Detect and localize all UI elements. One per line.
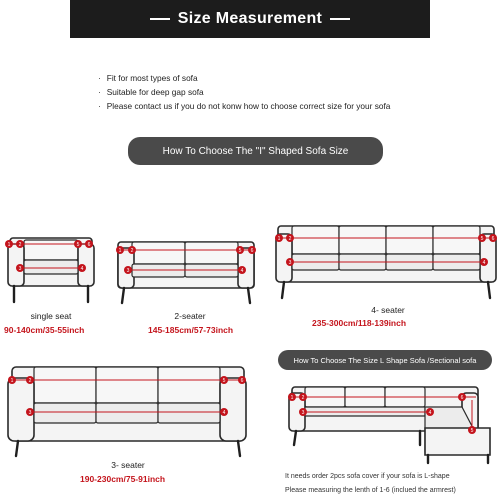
marker-2-l-label: 2 <box>301 395 305 401</box>
marker-2-two-label: 2 <box>130 248 134 254</box>
marker-2-single-label: 2 <box>18 242 22 248</box>
four-seater-sofa-icon <box>275 226 497 298</box>
marker-3-single-label: 3 <box>18 266 22 272</box>
marker-1-four-label: 1 <box>277 236 281 242</box>
marker-3-four-label: 3 <box>288 260 292 266</box>
two-seater-sofa-icon <box>116 242 256 303</box>
three-seater-label: 3- seater <box>111 460 145 470</box>
marker-4-two-label: 4 <box>240 268 244 274</box>
three-seater-size: 190-230cm/75-91inch <box>80 474 166 484</box>
marker-3-two-label: 3 <box>126 268 130 274</box>
marker-4-single-label: 4 <box>80 266 84 272</box>
bullet-text: Fit for most types of sofa <box>106 73 198 83</box>
marker-1-l-label: 1 <box>290 395 294 401</box>
single-seat-label: single seat <box>30 311 72 321</box>
l-shape-section-title: How To Choose The Size L Shape Sofa /Sectional sofa <box>278 350 492 370</box>
marker-1-single-label: 1 <box>7 242 11 248</box>
marker-3-three-label: 3 <box>28 410 32 416</box>
marker-3-l-label: 3 <box>301 410 305 416</box>
marker-2-four-label: 2 <box>288 236 292 242</box>
marker-1-three-label: 1 <box>10 378 14 384</box>
page-title: Size Measurement <box>177 10 323 27</box>
marker-5-l-label: 5 <box>470 428 474 434</box>
marker-1-two-label: 1 <box>118 248 122 254</box>
bullet-dot-icon: · <box>98 101 101 111</box>
four-seater-label: 4- seater <box>371 305 405 315</box>
bullet-text: Please contact us if you do not konw how to choose correct size for your sofa <box>106 101 391 111</box>
marker-5-single-label: 5 <box>76 242 80 248</box>
bullet-text: Suitable for deep gap sofa <box>106 87 204 97</box>
marker-2-three-label: 2 <box>28 378 32 384</box>
l-shape-note-1: It needs order 2pcs sofa cover if your sofa is L-shape <box>285 473 450 480</box>
marker-6-four-label: 6 <box>491 236 495 242</box>
marker-5-three-label: 5 <box>222 378 226 384</box>
bullet-dot-icon: · <box>98 73 101 83</box>
single-seat-size: 90-140cm/35-55inch <box>4 325 85 335</box>
two-seater-size: 145-185cm/57-73inch <box>148 325 234 335</box>
single-seat-sofa-icon <box>5 238 94 302</box>
marker-6-single-label: 6 <box>87 242 91 248</box>
marker-5-two-label: 5 <box>238 248 242 254</box>
l-shape-note-2: Please measuring the lenth of 1-6 (inclued the armrest) <box>285 487 456 494</box>
four-seater-size: 235-300cm/118-139inch <box>312 318 407 328</box>
two-seater-label: 2-seater <box>174 311 206 321</box>
three-seater-sofa-icon <box>8 367 246 456</box>
marker-5-four-label: 5 <box>480 236 484 242</box>
marker-6-two-label: 6 <box>250 248 254 254</box>
i-shape-section-title: How To Choose The "I" Shaped Sofa Size <box>128 137 383 165</box>
marker-4-l-label: 4 <box>428 410 432 416</box>
marker-6-l-label: 6 <box>460 395 464 401</box>
bullet-dot-icon: · <box>98 87 101 97</box>
marker-6-three-label: 6 <box>240 378 244 384</box>
marker-4-four-label: 4 <box>482 260 486 266</box>
marker-4-three-label: 4 <box>222 410 226 416</box>
l-shape-sofa-icon <box>288 387 490 463</box>
